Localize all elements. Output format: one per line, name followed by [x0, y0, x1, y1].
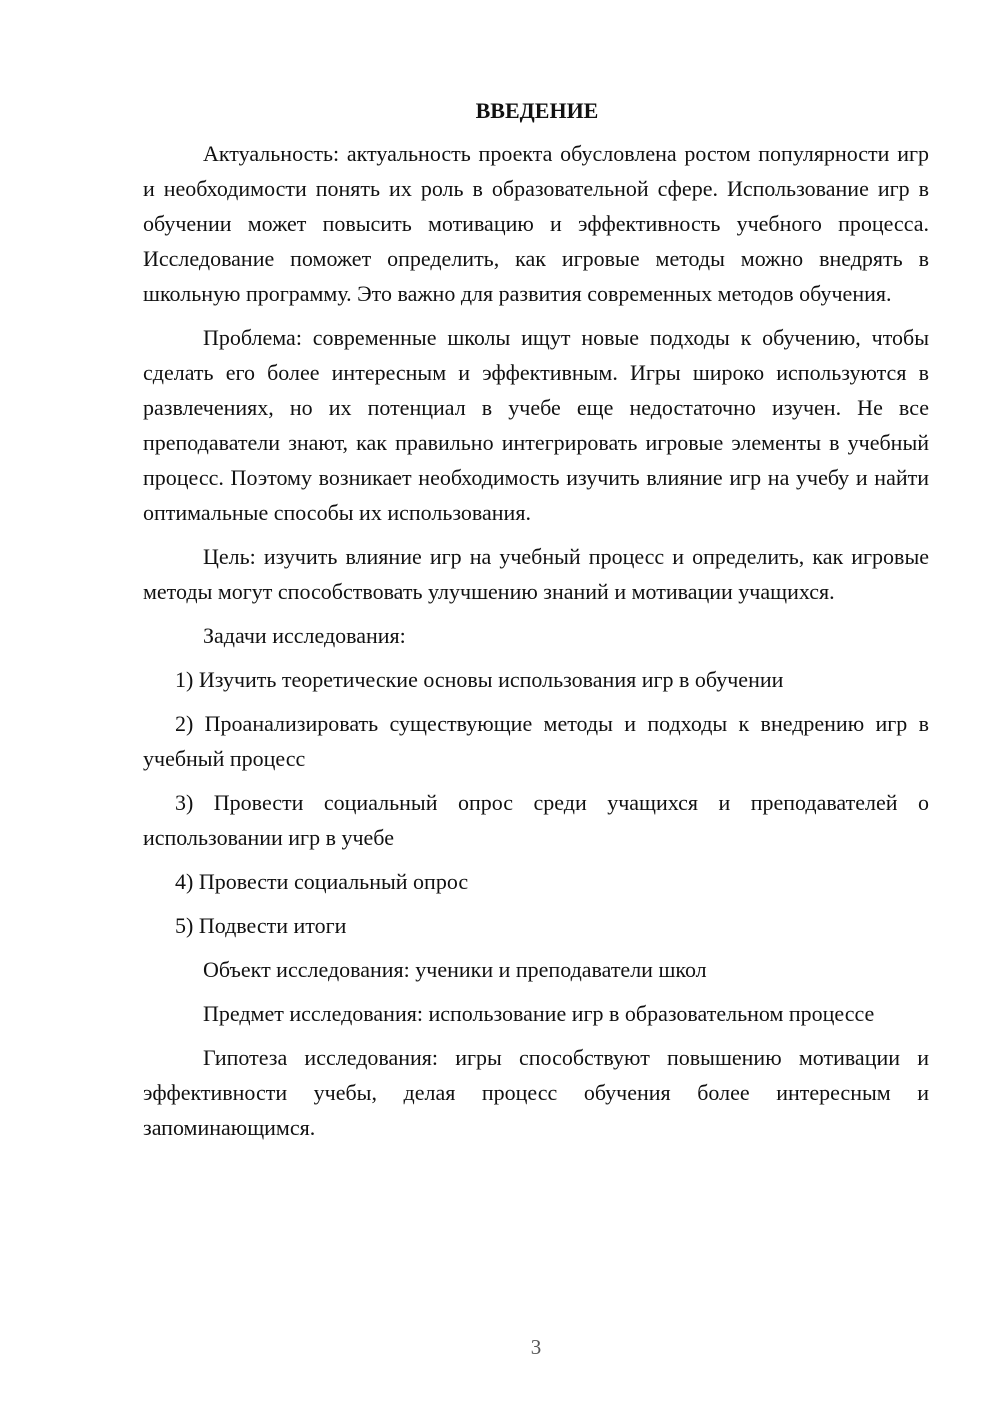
hypothesis-paragraph: Гипотеза исследования: игры способствуют повышению мотивации и эффективности учебы, делая процесс обучения более интересным и запоминающимся.	[143, 1045, 929, 1140]
task-item: 1) Изучить теоретические основы использования игр в обучении	[175, 667, 784, 692]
section-title: ВВЕДЕНИЕ	[475, 98, 599, 123]
subject-paragraph: Предмет исследования: использование игр в образовательном процессе	[203, 1001, 875, 1026]
object-paragraph: Объект исследования: ученики и преподаватели школ	[203, 957, 707, 982]
goal-paragraph: Цель: изучить влияние игр на учебный процесс и определить, как игровые методы могут способствовать улучшению знаний и мотивации учащихся.	[143, 544, 929, 604]
page-number: 3	[530, 1335, 542, 1359]
problem-paragraph: Проблема: современные школы ищут новые подходы к обучению, чтобы сделать его более интересным и эффективным. Игры широко используются в развлечениях, но их потенциал в учебе еще недостаточно изучен. Не все преподаватели знают, как правильно интегрировать игровые элементы в учебный процесс. Поэтому возникает необходимость изучить влияние игр на учебу и найти оптимальные способы их использования.	[143, 325, 929, 525]
task-item: 5) Подвести итоги	[175, 913, 347, 938]
task-item: 4) Провести социальный опрос	[175, 869, 469, 894]
task-item: 2) Проанализировать существующие методы и подходы к внедрению игр в учебный процесс	[143, 711, 929, 771]
task-item: 3) Провести социальный опрос среди учащихся и преподавателей о использовании игр в учебе	[143, 790, 929, 850]
document-page	[143, 96, 929, 1154]
relevance-paragraph: Актуальность: актуальность проекта обусловлена ростом популярности игр и необходимости понять их роль в образовательной сфере. Использование игр в обучении может повысить мотивацию и эффективность учебного процесса. Исследование поможет определить, как игровые методы можно внедрять в школьную программу. Это важно для развития современных методов обучения.	[143, 141, 929, 306]
tasks-heading: Задачи исследования:	[203, 623, 406, 648]
